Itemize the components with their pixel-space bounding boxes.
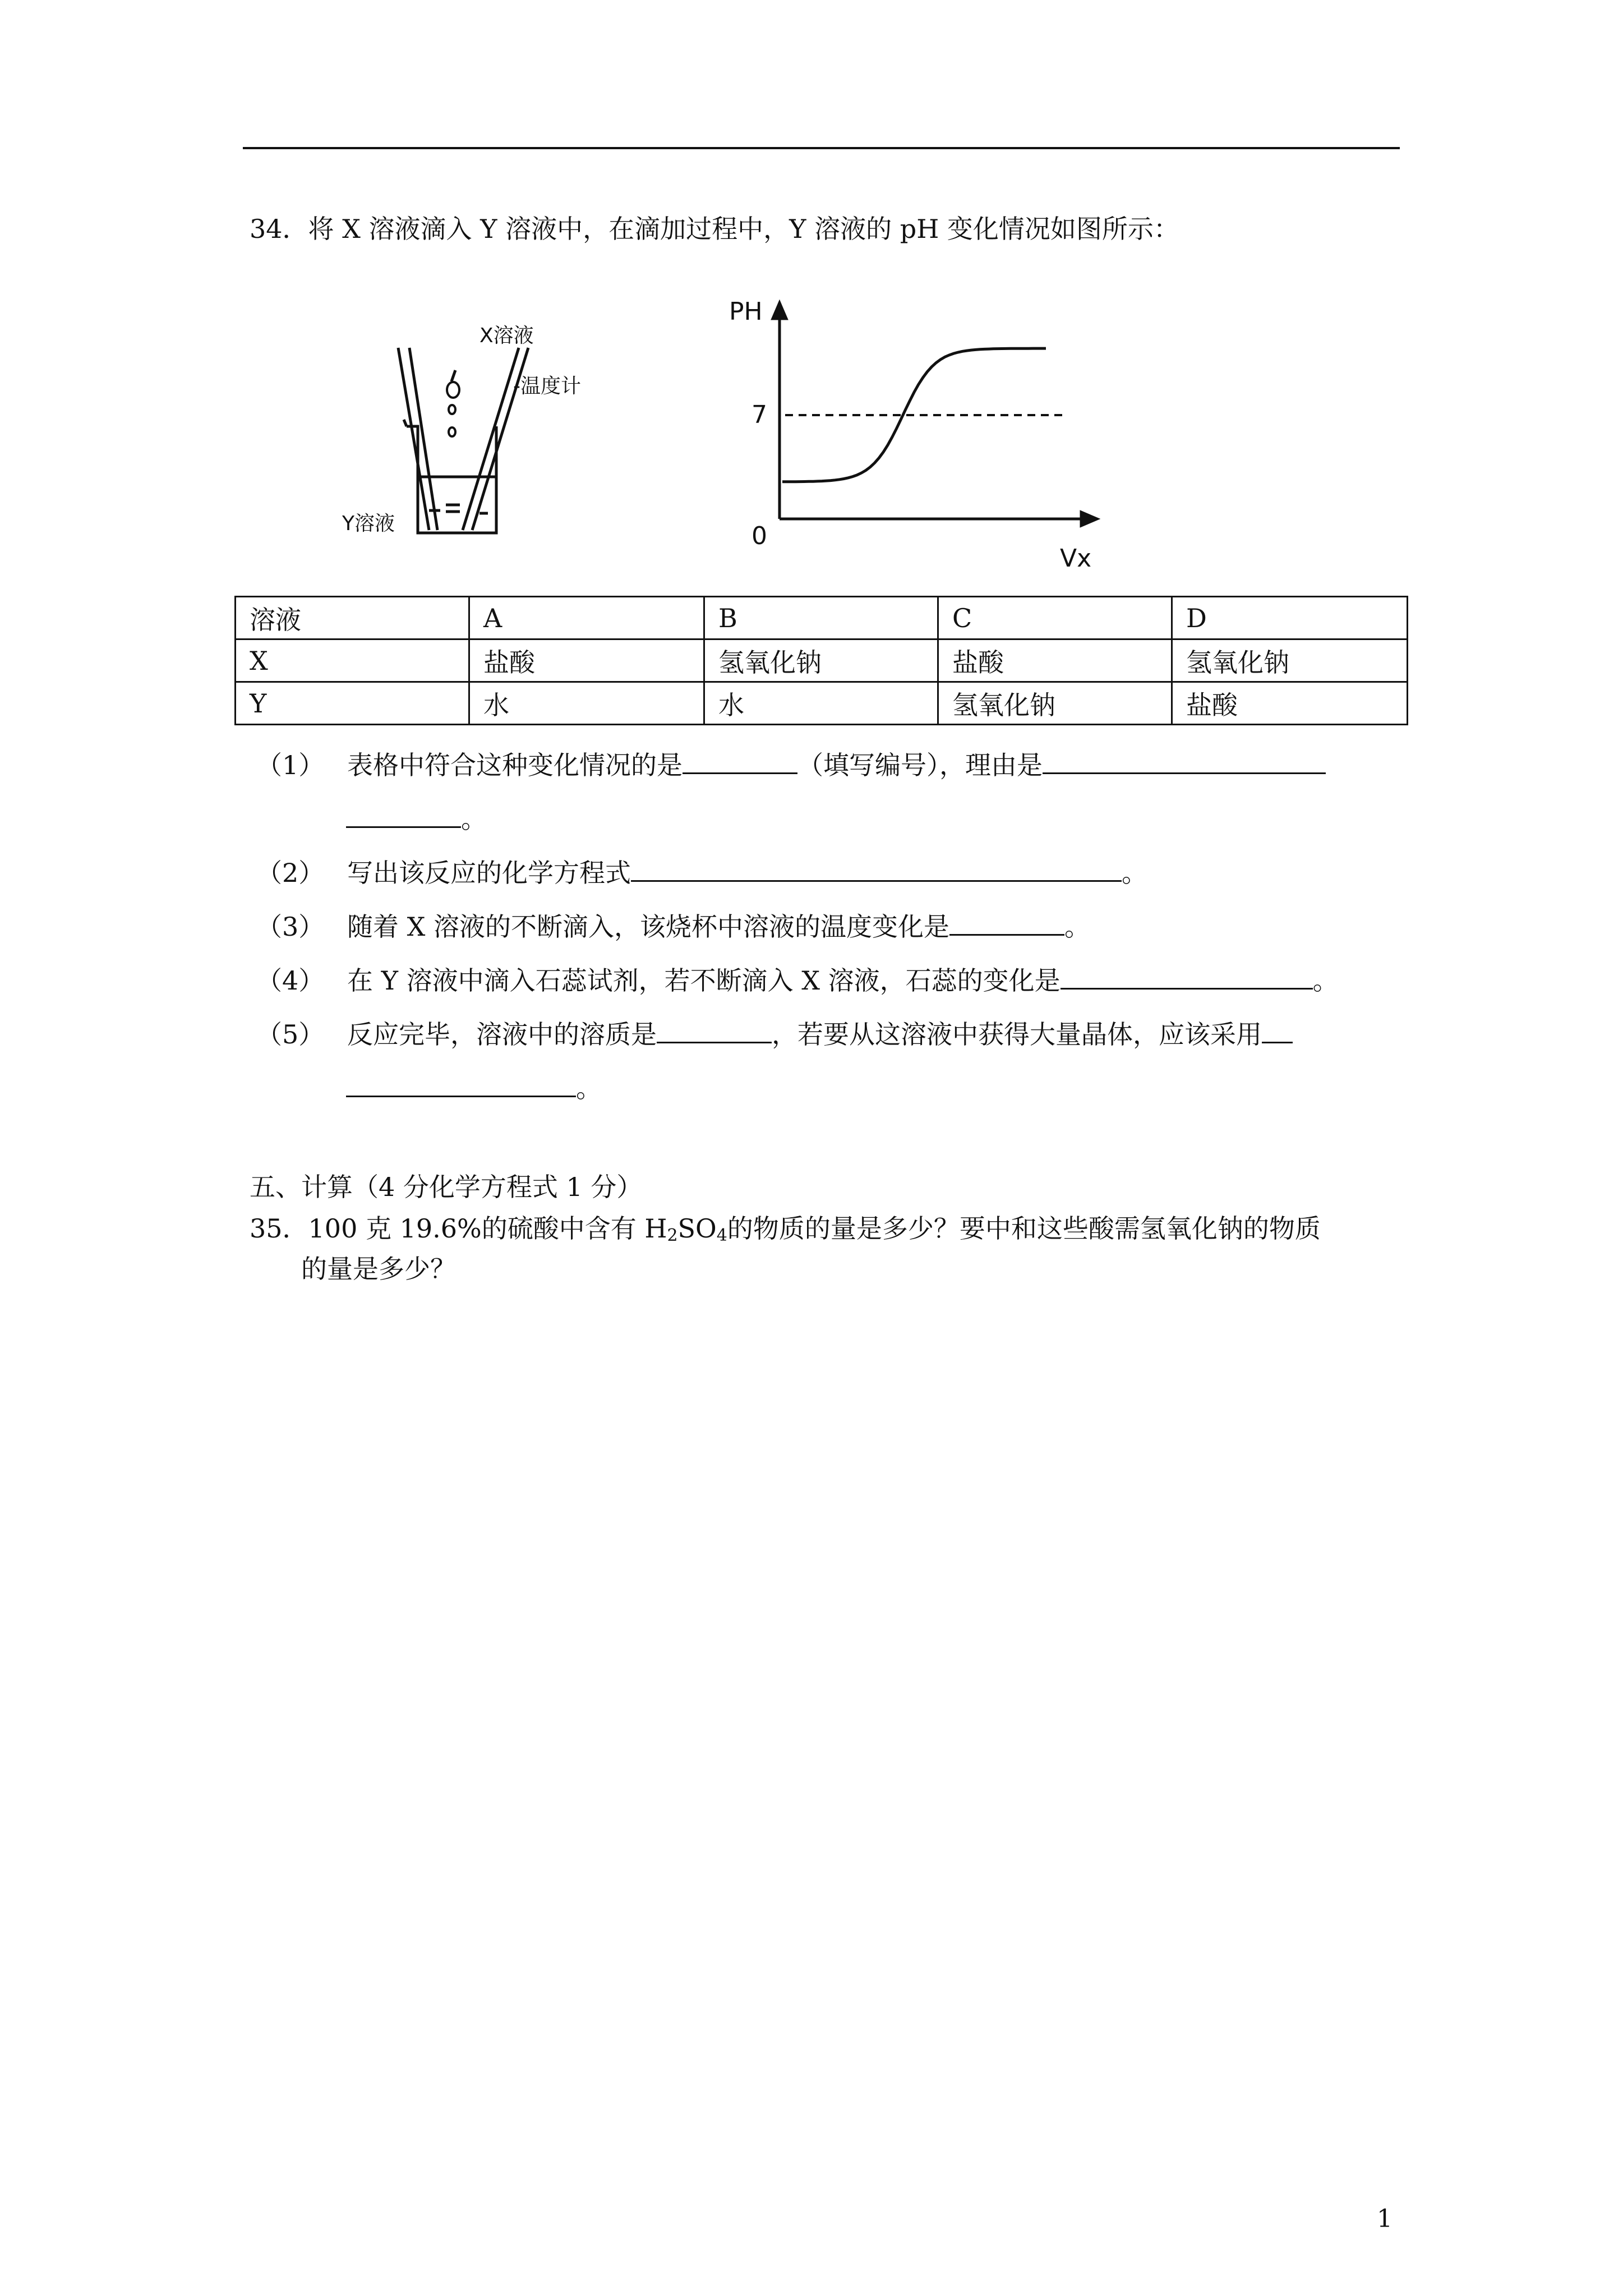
table-cell: 氢氧化钠 — [938, 682, 1172, 725]
table-cell: 盐酸 — [1172, 682, 1408, 725]
subquestion-5-continuation — [346, 1068, 602, 1105]
table-cell: 氢氧化钠 — [1172, 639, 1408, 682]
subquestion-number: （4） — [256, 965, 325, 996]
x-solution-label: X溶液 — [479, 324, 534, 347]
subquestion-number: （3） — [256, 912, 325, 942]
subquestion-number: （2） — [256, 858, 325, 888]
thermometer-stem — [463, 348, 519, 530]
table-cell: C — [938, 597, 1172, 639]
table-cell: 水 — [704, 682, 938, 725]
subquestion-1 — [256, 745, 1326, 782]
table-cell: A — [469, 597, 704, 639]
table-cell: 氢氧化钠 — [704, 639, 938, 682]
subscript: 4 — [716, 1226, 727, 1245]
ph-curve-chart — [707, 292, 1127, 578]
period-mark: 。 — [1312, 965, 1339, 996]
answer-blank[interactable] — [683, 750, 797, 774]
x-axis-arrow — [1081, 512, 1097, 526]
subquestion-2 — [256, 853, 1147, 890]
header-rule — [243, 147, 1400, 149]
subquestion-number: （5） — [256, 1019, 325, 1050]
subquestion-1-continuation — [346, 799, 487, 836]
answer-blank[interactable] — [657, 1019, 772, 1043]
answer-blank[interactable] — [1061, 965, 1313, 990]
answer-blank[interactable] — [1043, 750, 1326, 774]
period-mark: 。 — [576, 1073, 602, 1103]
answer-blank[interactable] — [346, 1073, 576, 1097]
subquestion-3 — [256, 907, 1090, 944]
subquestion-4 — [256, 960, 1339, 997]
answer-blank[interactable] — [1262, 1019, 1293, 1043]
table-cell: 盐酸 — [938, 639, 1172, 682]
table-cell: D — [1172, 597, 1408, 639]
answer-blank[interactable] — [631, 858, 1122, 882]
thermometer-label: -温度计 — [513, 375, 581, 398]
question-34-intro: 34．将 X 溶液滴入 Y 溶液中，在滴加过程中，Y 溶液的 pH 变化情况如图所示： — [250, 214, 1179, 244]
answer-blank[interactable] — [949, 912, 1064, 936]
table-cell: X — [236, 639, 469, 682]
beaker-apparatus-figure — [325, 314, 581, 550]
table-row — [236, 639, 1408, 682]
solution-table — [234, 596, 1408, 725]
table-cell: 溶液 — [236, 597, 469, 639]
y-solution-label: Y溶液 — [342, 512, 395, 535]
subscript: 2 — [667, 1226, 678, 1245]
table-cell: 盐酸 — [469, 639, 704, 682]
answer-blank[interactable] — [346, 804, 461, 828]
y-axis-arrow — [773, 303, 786, 319]
question-35-text: 35．100 克 19.6%的硫酸中含有 H — [250, 1213, 667, 1244]
beaker-spout — [404, 420, 407, 426]
table-header-row — [236, 597, 1408, 639]
origin-label: 0 — [751, 522, 767, 550]
period-mark: 。 — [461, 804, 487, 834]
section-5-title: 五、计算（4 分化学方程式 1 分） — [250, 1172, 643, 1202]
subquestion-text: 反应完毕，溶液中的溶质是 — [347, 1019, 657, 1050]
table-cell: Y — [236, 682, 469, 725]
subquestion-5 — [256, 1014, 1293, 1051]
period-mark: 。 — [1122, 858, 1147, 888]
subquestion-number: （1） — [256, 750, 325, 780]
y-axis-label: PH — [729, 297, 763, 326]
subquestion-text: 随着 X 溶液的不断滴入，该烧杯中溶液的温度变化是 — [347, 912, 949, 942]
subquestion-text: 表格中符合这种变化情况的是 — [347, 750, 683, 780]
subquestion-text: 写出该反应的化学方程式 — [347, 858, 631, 888]
question-35-line-1 — [250, 1208, 1321, 1245]
period-mark: 。 — [1064, 912, 1090, 942]
question-35-line-2: 的量是多少？ — [301, 1254, 456, 1284]
page-number: 1 — [1377, 2205, 1393, 2233]
question-35-text: 的物质的量是多少？要中和这些酸需氢氧化钠的物质 — [727, 1213, 1321, 1244]
question-35-text: SO — [677, 1213, 717, 1244]
falling-drops — [447, 382, 459, 436]
x-axis-label: Vx — [1060, 544, 1092, 573]
y-tick-7: 7 — [751, 401, 767, 429]
subquestion-text: （填写编号），理由是 — [797, 750, 1043, 780]
subquestion-text: 在 Y 溶液中滴入石蕊试剂，若不断滴入 X 溶液，石蕊的变化是 — [347, 965, 1061, 996]
table-row — [236, 682, 1408, 725]
subquestion-text: ，若要从这溶液中获得大量晶体，应该采用 — [772, 1019, 1262, 1050]
table-cell: B — [704, 597, 938, 639]
table-cell: 水 — [469, 682, 704, 725]
